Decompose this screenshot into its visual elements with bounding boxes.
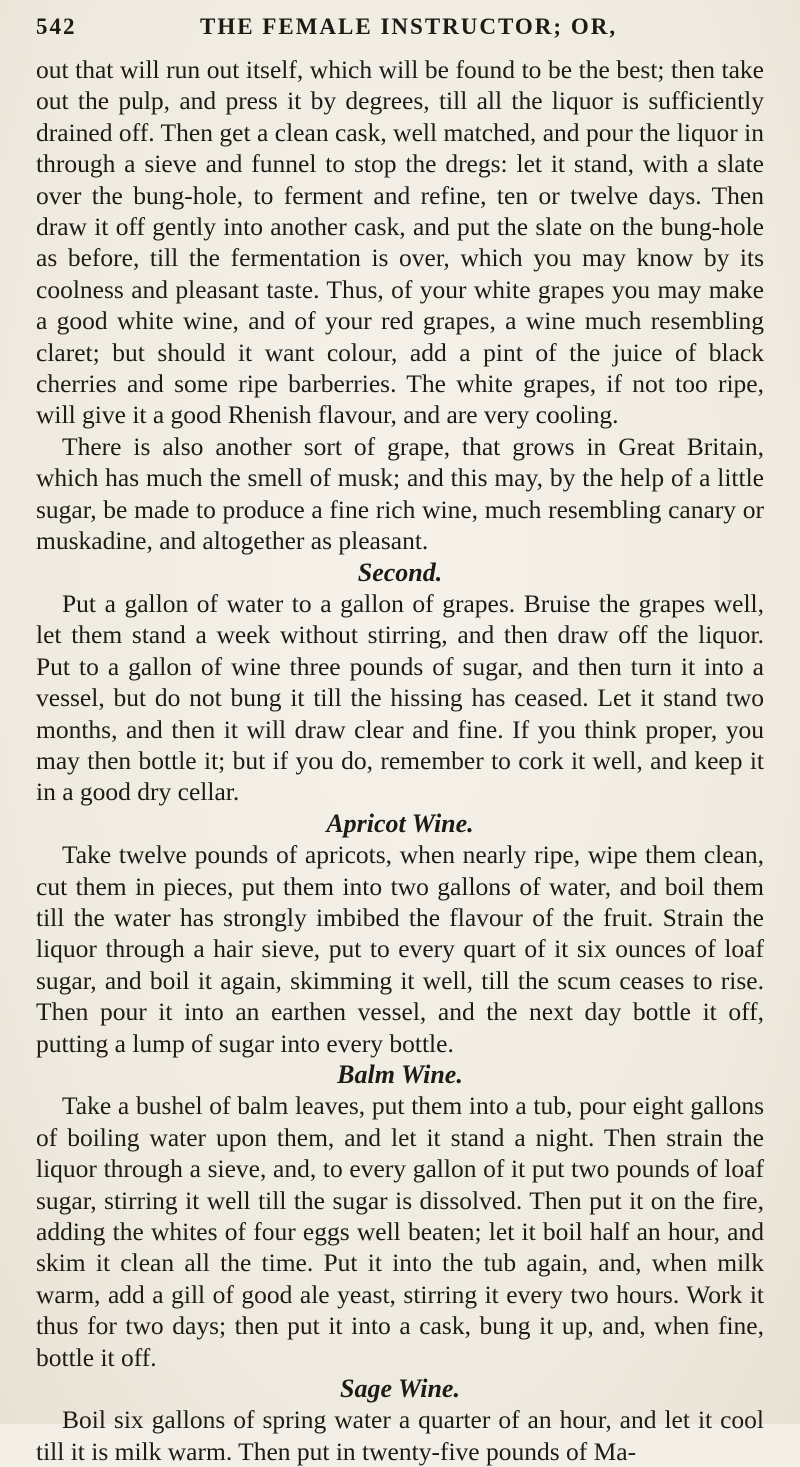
heading-sage-wine: Sage Wine. bbox=[340, 1374, 460, 1404]
paragraph-balm-wine: Take a bushel of balm leaves, put them into a tub, pour eight gallons of boiling water upon them, and let it stand a night. Then strain the liquor through a sieve, and, to every gallon of it put two pounds of loaf sugar, stirring it well till the sugar is dissolved. Then put it on the fire, adding the whites of four eggs well beaten; let it boil half an hour, and skim it clean all the time. Put it into the tub again, and, when milk warm, add a gill of good ale yeast, stirring it every two hours. Work it thus for two days; then put it into a cask, bung it up, and, when fine, bottle it off. bbox=[36, 1091, 764, 1372]
running-head bbox=[36, 14, 764, 54]
paragraph-sage-wine: Boil six gallons of spring water a quarter of an hour, and let it cool till it is milk warm. Then put in twenty-five pounds of Ma- bbox=[36, 1405, 764, 1466]
heading-apricot-wine: Apricot Wine. bbox=[326, 808, 474, 838]
heading-balm-wine: Balm Wine. bbox=[337, 1060, 463, 1089]
heading-second: Second. bbox=[357, 557, 443, 587]
paragraph-musk-grape: There is also another sort of grape, that grows in Great Britain, which has much the smell of musk; and this may, by the help of a little sugar, be made to produce a fine rich wine, much resembling canary or muskadine, and altogether as pleasant. bbox=[36, 431, 764, 556]
paragraph-grape-wine-continued: out that will run out itself, which will be found to be the best; then take out the pulp, and press it by degrees, till all the liquor is sufficiently drained off. Then get a clean cask, well matched, and pour the liquor in through a sieve and funnel to stop the dregs: let it stand, with a slate over the bung-hole, to ferment and refine, ten or twelve days. Then draw it off gently into another cask, and put the slate on the bung-hole as before, till the fermentation is over, which you may know by its coolness and pleasant taste. Thus, of your white grapes you may make a good white wine, and of your red grapes, a wine much resembling claret; but should it want colour, add a pint of the juice of black cherries and some ripe barberries. The white grapes, if not too ripe, will give it a good Rhenish flavour, and are very cooling. bbox=[36, 55, 764, 430]
paragraph-apricot-wine: Take twelve pounds of apricots, when nearly ripe, wipe them clean, cut them in pieces, put them into two gallons of water, and boil them till the water has strongly imbibed the flavour of the fruit. Strain the liquor through a hair sieve, put to every quart of it six ounces of loaf sugar, and boil it again, skimming it well, till the scum ceases to rise. Then pour it into an earthen vessel, and the next day bottle it off, putting a lump of sugar into every bottle. bbox=[36, 840, 764, 1058]
running-title: THE FEMALE INSTRUCTOR; OR, bbox=[200, 14, 618, 39]
paragraph-second-method: Put a gallon of water to a gallon of grapes. Bruise the grapes well, let them stand a week without stirring, and then draw off the liquor. Put to a gallon of wine three pounds of sugar, and then turn it into a vessel, but do not bung it till the hissing has ceased. Let it stand two months, and then it will draw clear and fine. If you think proper, you may then bottle it; but if you do, remember to cork it well, and keep it in a good dry cellar. bbox=[36, 588, 764, 807]
page-number: 542 bbox=[36, 14, 77, 39]
text-body bbox=[36, 54, 764, 1467]
